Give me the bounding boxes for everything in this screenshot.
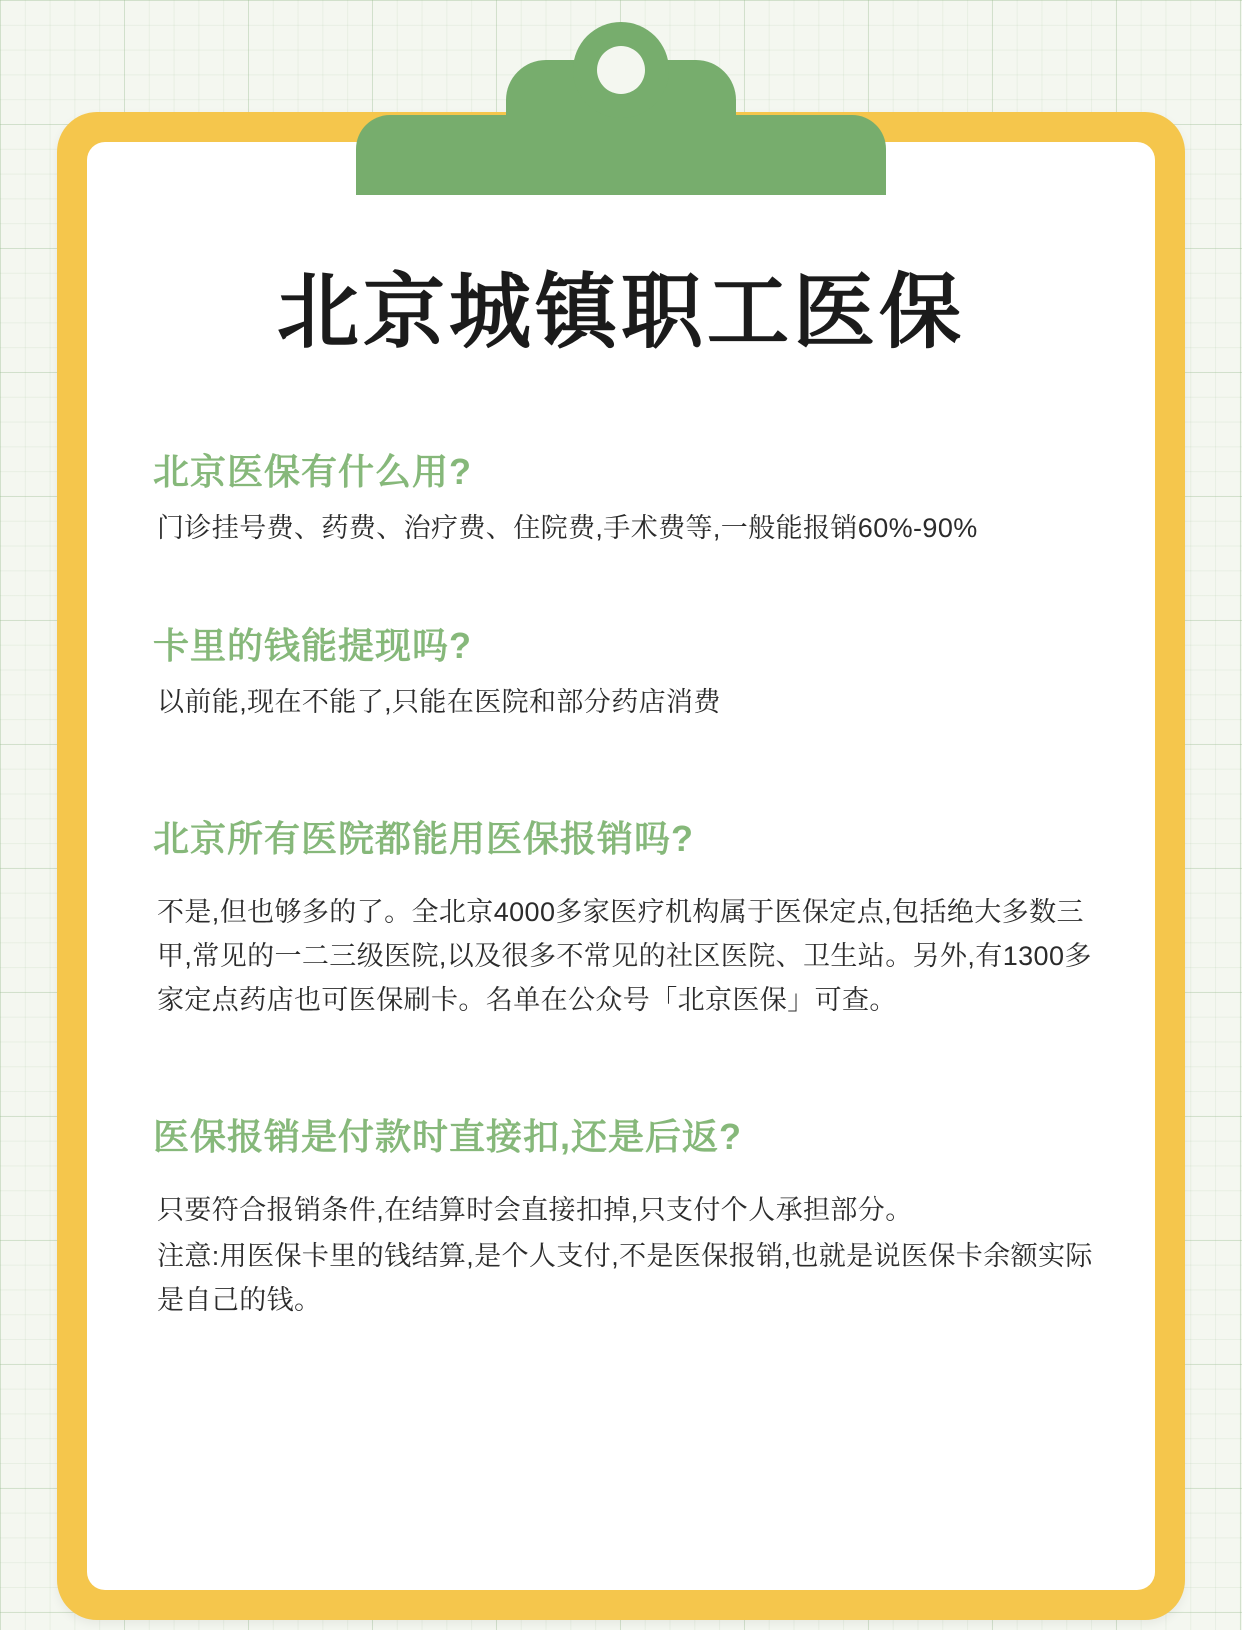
qa-question: 北京所有医院都能用医保报销吗? — [153, 817, 694, 859]
qa-question: 卡里的钱能提现吗? — [153, 625, 472, 667]
qa-item — [145, 448, 1097, 550]
qa-answer: 以前能,现在不能了,只能在医院和部分药店消费 — [157, 687, 721, 718]
page-title: 北京城镇职工医保 — [276, 267, 965, 358]
qa-answer-note: 注意:用医保卡里的钱结算,是个人支付,不是医保报销,也就是说医保卡余额实际是自己的钱。 — [157, 1240, 1093, 1315]
qa-answer: 门诊挂号费、药费、治疗费、住院费,手术费等,一般能报销60%-90% — [157, 512, 978, 543]
qa-question: 医保报销是付款时直接扣,还是后返? — [153, 1115, 742, 1157]
qa-answer: 只要符合报销条件,在结算时会直接扣掉,只支付个人承担部分。 — [157, 1195, 913, 1226]
qa-answer: 不是,但也够多的了。全北京4000多家医疗机构属于医保定点,包括绝大多数三甲,常见的一二三级医院,以及很多不常见的社区医院、卫生站。另外,有1300多家定点药店也可医保刷卡。名单在公众号「北京医保」可查。 — [157, 897, 1092, 1015]
document-content — [87, 142, 1155, 1348]
clipboard-paper — [87, 142, 1155, 1590]
answer-spacer — [145, 1171, 1097, 1189]
qa-item — [145, 815, 1097, 1023]
qa-list — [145, 448, 1097, 1322]
answer-spacer — [145, 873, 1097, 891]
section-spacer — [145, 1049, 1097, 1113]
clipboard-board — [57, 112, 1185, 1620]
section-spacer — [145, 751, 1097, 815]
qa-question: 北京医保有什么用? — [153, 451, 472, 493]
qa-item — [145, 622, 1097, 724]
qa-item — [145, 1113, 1097, 1323]
section-spacer — [145, 576, 1097, 622]
